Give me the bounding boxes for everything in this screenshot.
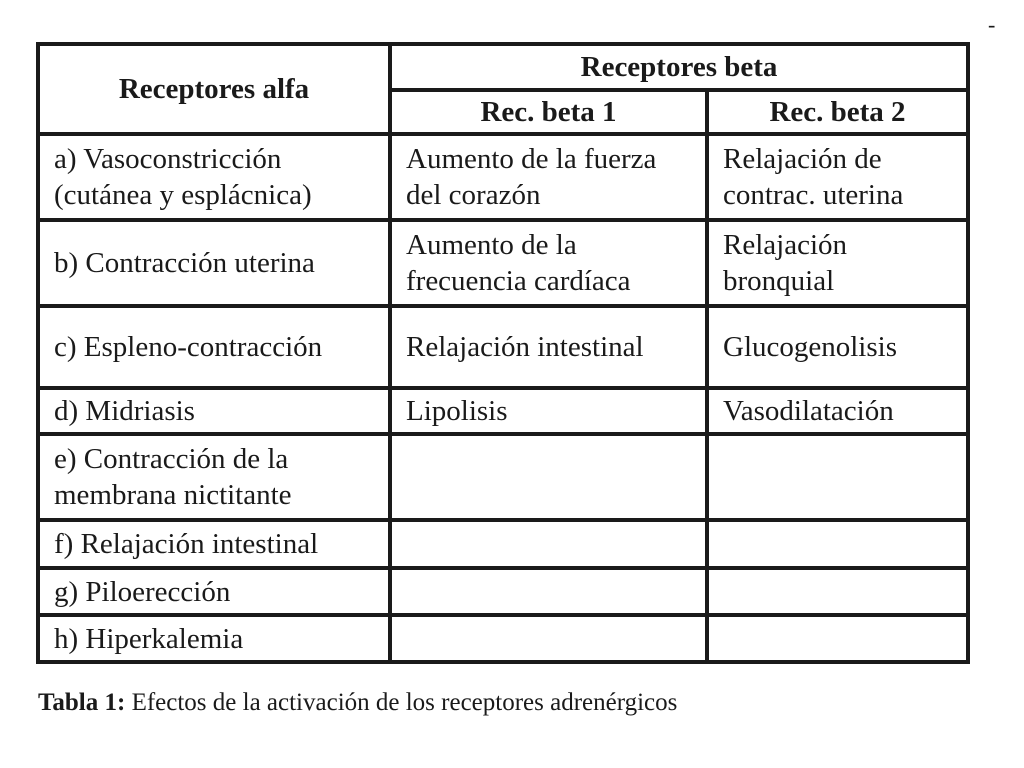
cell-beta1 [390, 568, 707, 615]
cell-beta1: Aumento de la fuerza del corazón [390, 134, 707, 220]
header-rec-beta-1: Rec. beta 1 [390, 90, 707, 134]
cell-alfa: a) Vasoconstricción (cutánea y esplácnica) [38, 134, 390, 220]
table-row [38, 615, 968, 662]
cell-beta2: Relajación de contrac. uterina [707, 134, 968, 220]
cell-beta2: Vasodilatación [707, 388, 968, 434]
receptors-table [36, 42, 970, 664]
cell-alfa: h) Hiperkalemia [38, 615, 390, 662]
table-row [38, 520, 968, 568]
table-row [38, 434, 968, 520]
cell-beta1 [390, 615, 707, 662]
table-row [38, 568, 968, 615]
cell-beta2: Glucogenolisis [707, 306, 968, 388]
table-row [38, 388, 968, 434]
table-caption [38, 688, 677, 718]
cell-alfa: e) Contracción de la membrana nictitante [38, 434, 390, 520]
cell-beta2 [707, 434, 968, 520]
cell-beta1: Lipolisis [390, 388, 707, 434]
table-row [38, 220, 968, 306]
cell-alfa: b) Contracción uterina [38, 220, 390, 306]
corner-mark: - [988, 12, 996, 37]
cell-alfa: g) Piloerección [38, 568, 390, 615]
cell-alfa: c) Espleno-contracción [38, 306, 390, 388]
cell-beta2: Relajación bronquial [707, 220, 968, 306]
cell-alfa: f) Relajación intestinal [38, 520, 390, 568]
header-receptores-beta: Receptores beta [390, 44, 968, 90]
cell-beta2 [707, 520, 968, 568]
cell-alfa: d) Midriasis [38, 388, 390, 434]
table-row [38, 306, 968, 388]
header-receptores-alfa: Receptores alfa [38, 44, 390, 134]
caption-label: Tabla 1: [38, 689, 126, 716]
cell-beta2 [707, 615, 968, 662]
header-rec-beta-2: Rec. beta 2 [707, 90, 968, 134]
cell-beta1 [390, 520, 707, 568]
table-row [38, 134, 968, 220]
cell-beta1: Aumento de la frecuencia cardíaca [390, 220, 707, 306]
cell-beta2 [707, 568, 968, 615]
cell-beta1: Relajación intestinal [390, 306, 707, 388]
caption-text: Efectos de la activación de los receptores adrenérgicos [131, 689, 678, 716]
cell-beta1 [390, 434, 707, 520]
